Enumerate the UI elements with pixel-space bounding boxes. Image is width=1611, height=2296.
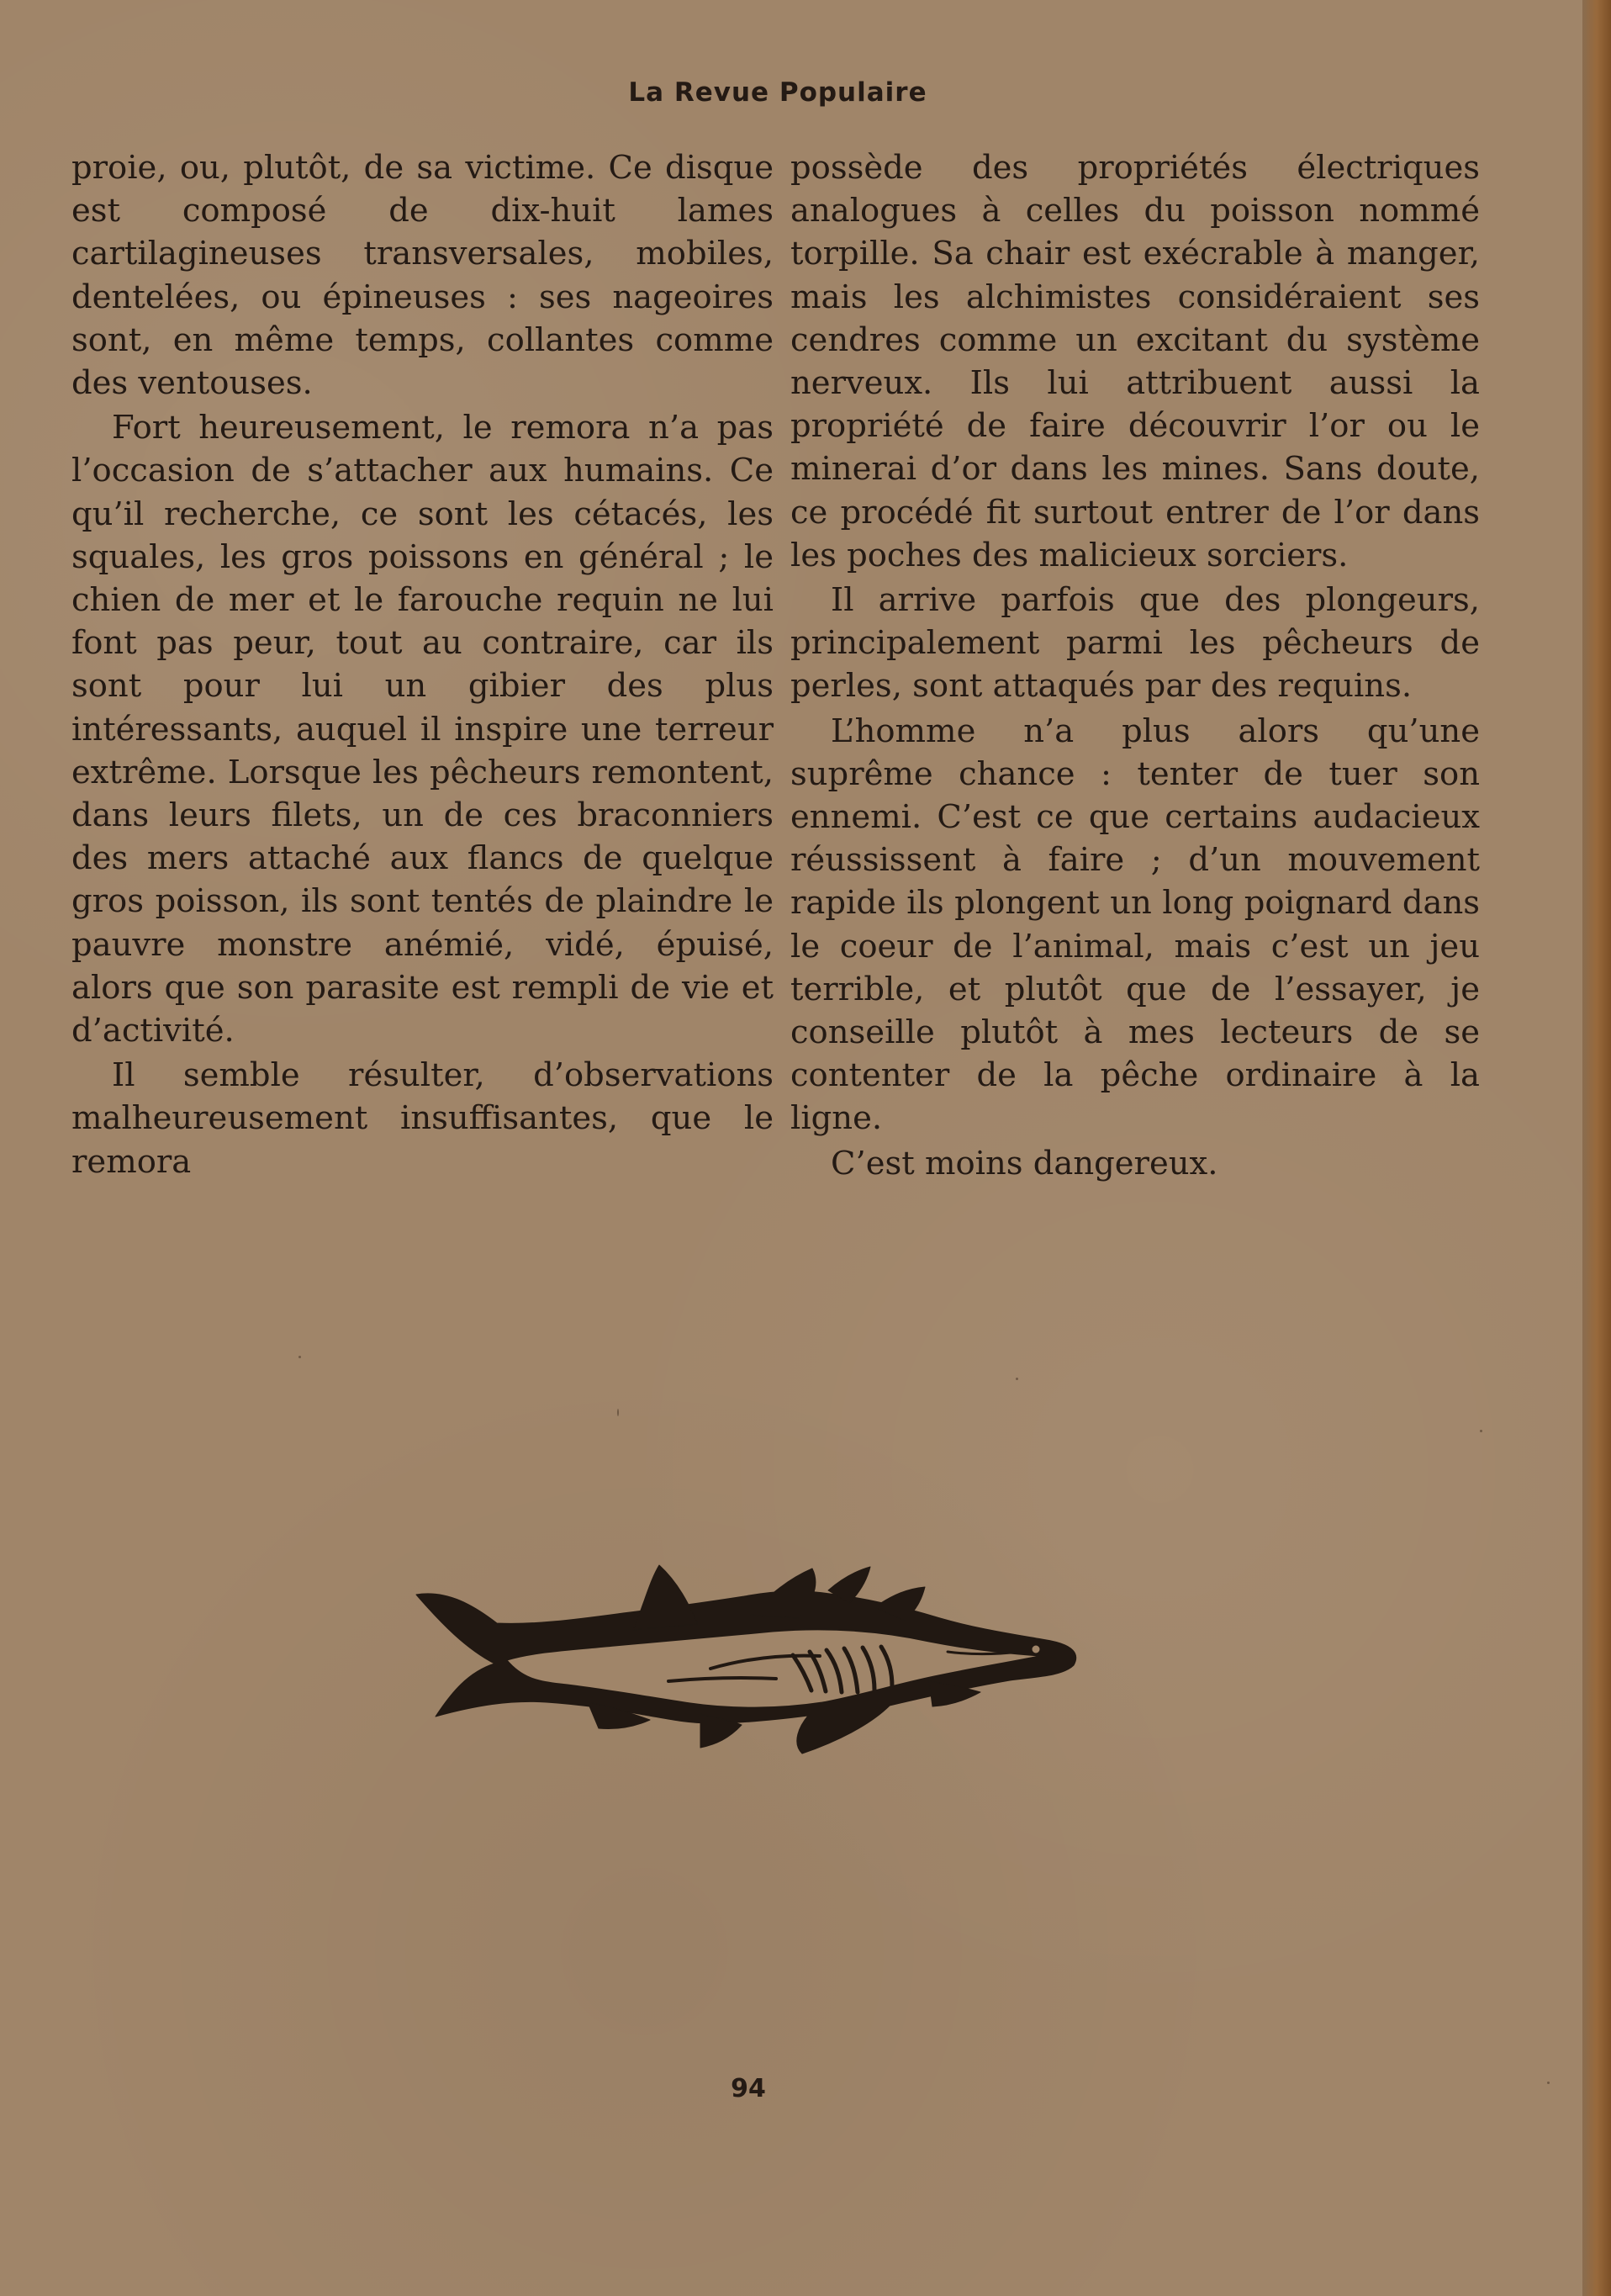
paper-speck (298, 1356, 301, 1358)
paper-speck (617, 1409, 619, 1416)
right-paragraph-4: C’est moins dangereux. (831, 1144, 1218, 1182)
shark-woodcut-icon (408, 1554, 1093, 1781)
left-paragraph-2: Fort heureusement, le remora n’a pas l’occasion de s’attacher aux humains. Ce qu’il recherche, ce sont les cétacés, les squales, les gros poissons en général ; le chien de mer et le farouche requin ne lui font pas peur, tout au contraire, car ils sont pour lui un gibier des plus intéressants, auquel il inspire une terreur extrême. Lorsque les pêcheurs remontent, dans leurs filets, un de ces braconniers des mers attaché aux flancs de quelque gros poisson, ils sont tentés de plaindre le pauvre monstre anémié, vidé, épuisé, alors que son parasite est rempli de vie et d’activité. (71, 409, 774, 1050)
right-paragraph-1: possède des propriétés électriques analogues à celles du poisson nommé torpille. Sa chair est exécrable à manger, mais les alchimistes considéraient ses cendres comme un excitant du système nerveux. Ils lui attribuent aussi la propriété de faire découvrir l’or ou le minerai d’or dans les mines. Sans doute, ce procédé fit surtout entrer de l’or dans les poches des malicieux sorciers. (790, 149, 1480, 574)
page-number: 94 (731, 2074, 766, 2103)
left-paragraph-3: Il semble résulter, d’observations malheureusement insuffisantes, que le remora (71, 1056, 774, 1181)
paper-speck (1016, 1378, 1018, 1380)
left-column (71, 146, 774, 1183)
right-paragraph-3: L’homme n’a plus alors qu’une suprême chance : tenter de tuer son ennemi. C’est ce que certains audacieux réussissent à faire ; d’un mouvement rapide ils plongent un long poignard dans le coeur de l’animal, mais c’est un jeu terrible, et plutôt que de l’essayer, je conseille plutôt à mes lecteurs de se contenter de la pêche ordinaire à la ligne. (790, 712, 1480, 1138)
running-title: La Revue Populaire (628, 77, 927, 108)
paper-speck (1547, 2082, 1550, 2084)
paper-speck (1480, 1430, 1482, 1432)
left-paragraph-1: proie, ou, plutôt, de sa victime. Ce disque est composé de dix-huit lames cartilagineuses transversales, mobiles, dentelées, ou épineuses : ses nageoires sont, en même temps, collantes comme des ventouses. (71, 149, 774, 403)
right-column (790, 146, 1480, 1185)
right-paragraph-2: Il arrive parfois que des plongeurs, principalement parmi les pêcheurs de perles, sont attaqués par des requins. (790, 581, 1480, 706)
